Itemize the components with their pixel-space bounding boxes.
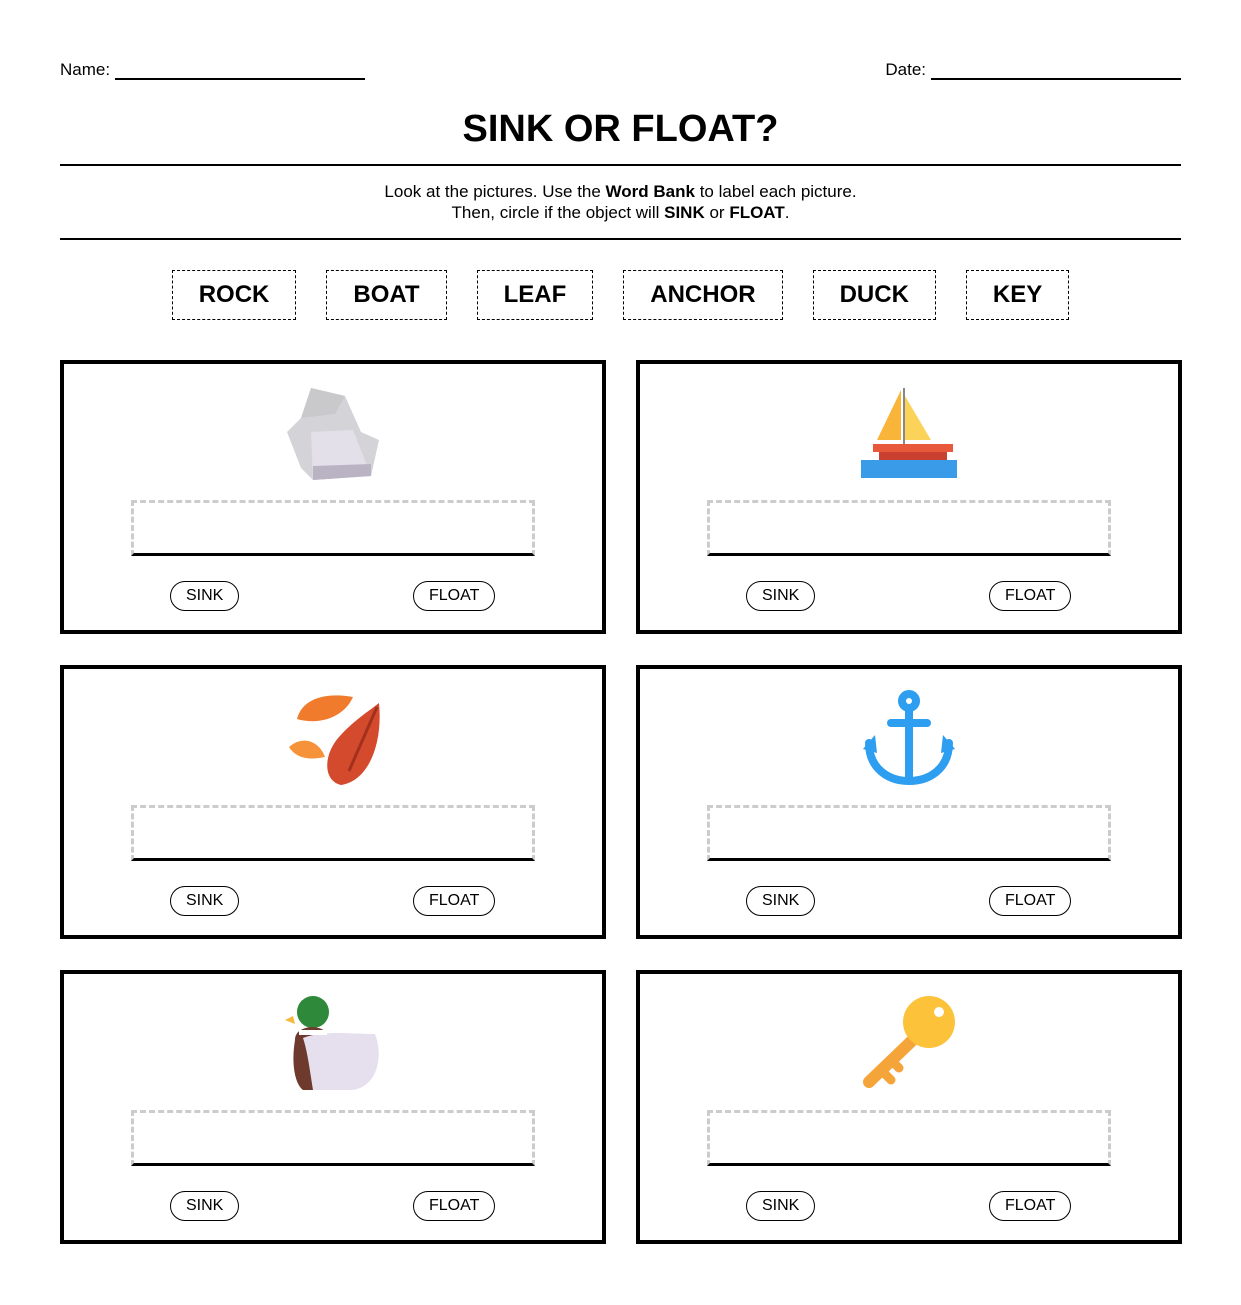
rock-icon	[283, 384, 383, 484]
float-button[interactable]: FLOAT	[413, 886, 495, 916]
card-anchor	[636, 665, 1182, 939]
float-button[interactable]: FLOAT	[989, 1191, 1071, 1221]
word-leaf: LEAF	[477, 270, 594, 320]
card-duck	[60, 970, 606, 1244]
word-boat: BOAT	[326, 270, 446, 320]
sink-button[interactable]: SINK	[170, 1191, 239, 1221]
page-title: SINK OR FLOAT?	[462, 108, 779, 150]
answer-box[interactable]	[131, 1110, 535, 1166]
anchor-icon	[859, 689, 959, 789]
word-duck: DUCK	[813, 270, 936, 320]
name-line[interactable]	[115, 64, 365, 80]
date-line[interactable]	[931, 64, 1181, 80]
word-key: KEY	[966, 270, 1069, 320]
card-leaf	[60, 665, 606, 939]
word-rock: ROCK	[172, 270, 297, 320]
sink-button[interactable]: SINK	[170, 886, 239, 916]
answer-box[interactable]	[707, 1110, 1111, 1166]
card-boat	[636, 360, 1182, 634]
date-label: Date:	[885, 60, 926, 79]
name-label: Name:	[60, 60, 111, 79]
sink-button[interactable]: SINK	[746, 581, 815, 611]
word-bank	[0, 270, 1241, 320]
card-key	[636, 970, 1182, 1244]
float-button[interactable]: FLOAT	[989, 886, 1071, 916]
word-anchor: ANCHOR	[623, 270, 782, 320]
answer-box[interactable]	[707, 805, 1111, 861]
divider	[60, 238, 1181, 240]
float-button[interactable]: FLOAT	[413, 581, 495, 611]
answer-box[interactable]	[131, 500, 535, 556]
sailboat-icon	[859, 384, 959, 484]
card-rock	[60, 360, 606, 634]
sink-button[interactable]: SINK	[170, 581, 239, 611]
duck-icon	[283, 994, 383, 1094]
divider	[60, 164, 1181, 166]
sink-button[interactable]: SINK	[746, 1191, 815, 1221]
float-button[interactable]: FLOAT	[989, 581, 1071, 611]
key-icon	[859, 994, 959, 1094]
date-field[interactable]	[885, 60, 1181, 80]
instructions: Look at the pictures. Use the Word Bank to label each picture. Then, circle if the object will SINK or FLOAT.	[384, 182, 857, 222]
float-button[interactable]: FLOAT	[413, 1191, 495, 1221]
sink-button[interactable]: SINK	[746, 886, 815, 916]
answer-box[interactable]	[707, 500, 1111, 556]
answer-box[interactable]	[131, 805, 535, 861]
leaves-icon	[283, 689, 383, 789]
name-field[interactable]	[60, 60, 365, 80]
